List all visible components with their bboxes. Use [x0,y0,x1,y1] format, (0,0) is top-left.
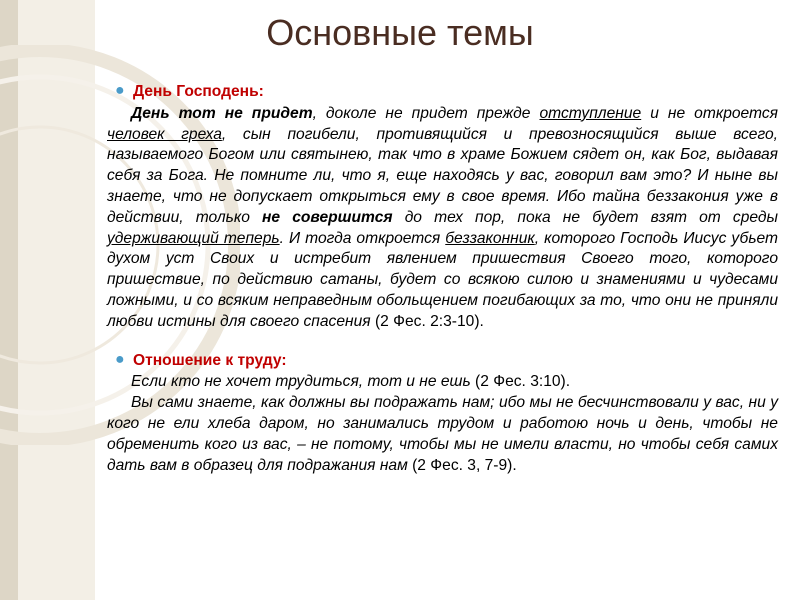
text-segment: удерживающий теперь [107,229,280,247]
scripture-paragraph [107,372,778,393]
scripture-paragraph [107,393,778,476]
text-segment: не совершится [262,208,393,226]
text-segment: Вы сами знаете, как должны вы подражать нам; ибо мы не бесчинствовали у вас, ни у кого не ели хлеба даром, но занимались трудом и работою ночь и день, чтобы не обременить кого из вас, – не потому, чтобы мы не имели власти, но чтобы себя самих дать вам в образец для подражания нам [107,394,778,474]
text-segment: беззаконник [445,229,535,247]
text-segment: до тех пор, пока не будет взят от среды [392,208,778,226]
scripture-paragraph [107,104,778,333]
text-segment: отступление [539,104,642,122]
scripture-reference: (2 Фес. 3, 7-9). [412,456,517,474]
bullet-icon: ● [115,82,125,99]
text-segment: человек греха [107,125,222,143]
text-segment: , сын погибели, противящийся и превозносящийся выше всего, называемого Богом или святынею, так что в храме Божием сядет он, как Бог, выдавая себя за Бога. Не помните ли, что я, еще находясь у вас, говорил вам это? И ныне вы знаете, что не допускает открыться ему в свое время. Ибо тайна беззакония уже в действии, только [107,125,778,226]
text-segment: Если кто не хочет трудиться, тот и не ешь [131,373,476,391]
text-segment: , которого Господь Иисус убьет духом уст Своих и истребит явлением пришествия Своего того, которого пришествие, по действию сатаны, будет со всякою силою и знамениями и чудесами ложными, и со всяким неправедным обольщением погибающих за то, что они не приняли любви истины для своего спасения [107,229,779,330]
content-area [107,82,778,476]
section-heading [107,82,778,103]
section-heading [107,351,778,372]
section-heading-label: День Господень: [133,83,264,100]
text-segment: . И тогда откроется [279,229,446,247]
left-decorative-strip [0,0,18,600]
left-decorative-band [18,0,95,600]
slide-title: Основные темы [266,12,534,53]
section-heading-label: Отношение к труду: [133,351,287,369]
scripture-reference: (2 Фес. 3:10). [475,373,571,391]
text-segment: , доколе не придет прежде [312,104,540,122]
scripture-reference: (2 Фес. 2:3-10). [374,312,484,330]
bullet-icon: ● [115,350,125,368]
section-attitude-to-work [107,351,778,477]
text-segment: День тот не придет [131,104,313,122]
section-day-of-lord [107,82,778,333]
text-segment: и не откроется [641,104,778,122]
